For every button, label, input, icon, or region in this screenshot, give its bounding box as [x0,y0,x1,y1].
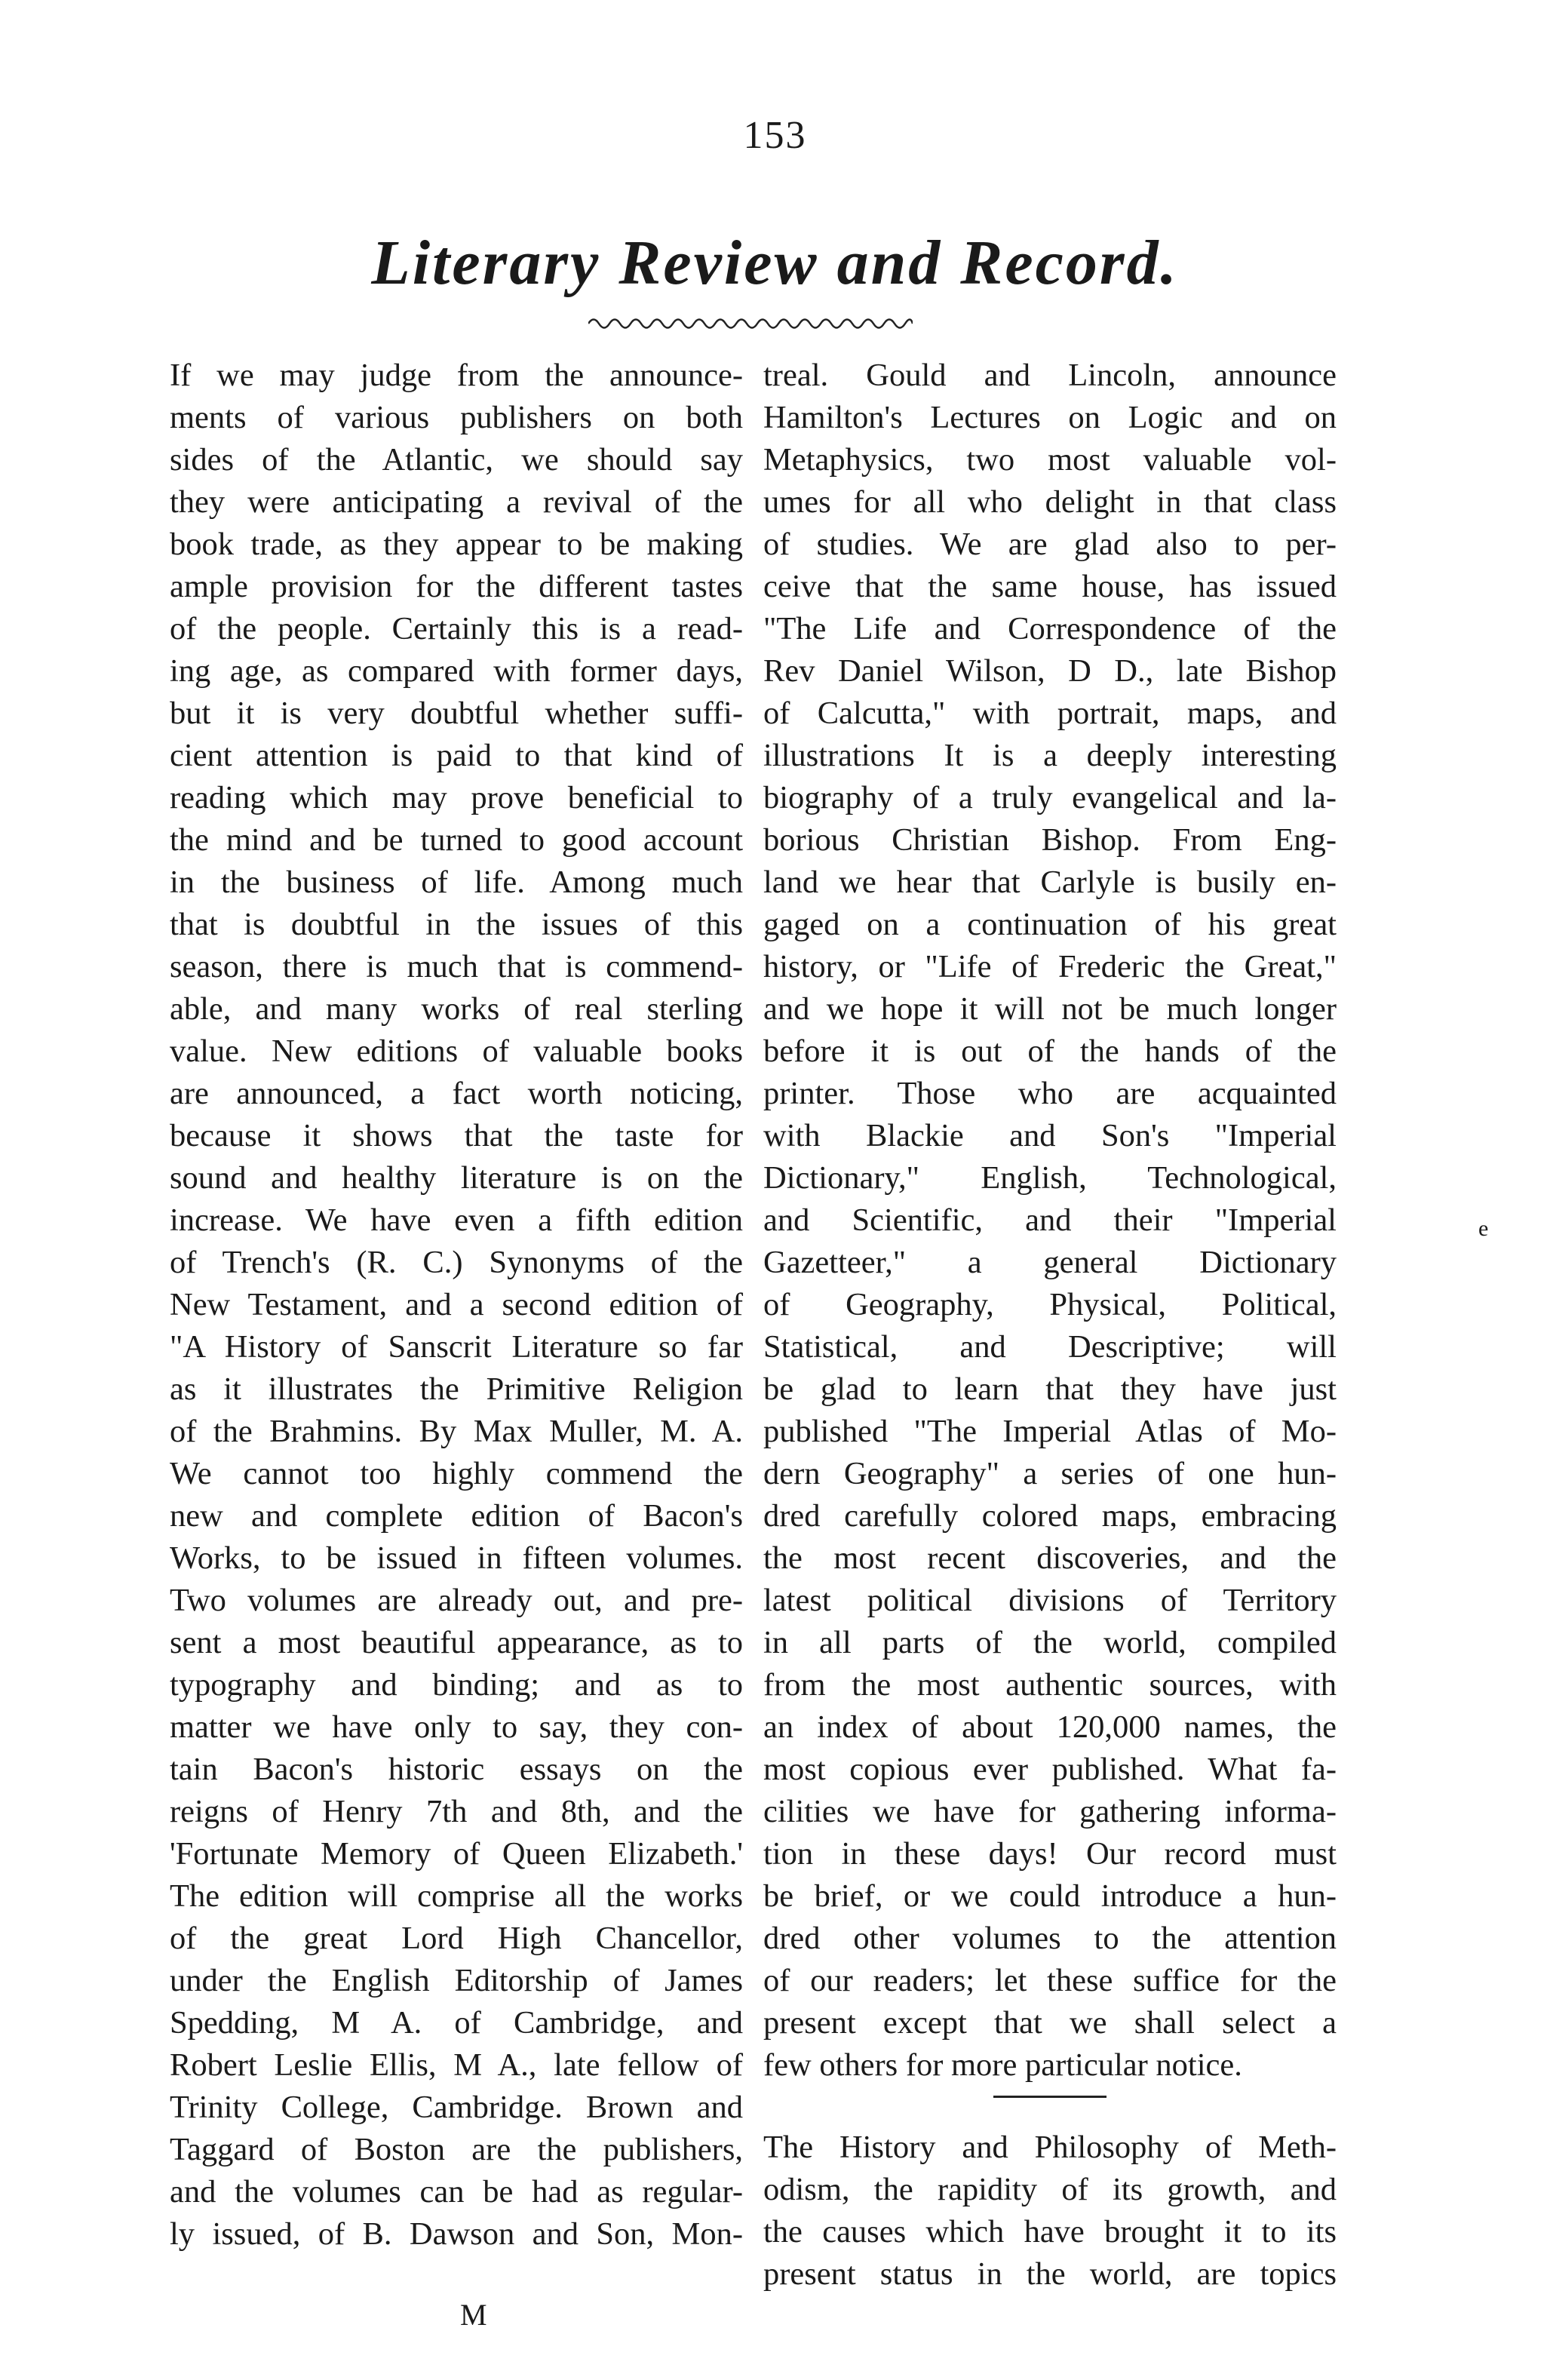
text-line: Dictionary," English, Technological, [763,1160,1337,1196]
text-line: reigns of Henry 7th and 8th, and the [170,1794,743,1829]
text-line: and Scientific, and their "Imperial [763,1202,1337,1238]
text-line: under the English Editorship of James [170,1963,743,1998]
margin-mark: e [1478,1216,1489,1241]
text-line: because it shows that the taste for [170,1118,743,1153]
text-line: sides of the Atlantic, we should say [170,442,743,478]
text-line: be brief, or we could introduce a hun- [763,1878,1337,1914]
text-line: in the business of life. Among much [170,864,743,900]
text-line: as it illustrates the Primitive Religion [170,1371,743,1407]
text-line: of Geography, Physical, Political, [763,1287,1337,1322]
title-flourish [588,315,913,332]
text-line: The edition will comprise all the works [170,1878,743,1914]
text-line: of studies. We are glad also to per- [763,527,1337,562]
text-line: cilities we have for gathering informa- [763,1794,1337,1829]
text-line: New Testament, and a second edition of [170,1287,743,1322]
text-line: the mind and be turned to good account [170,822,743,858]
right-column [763,355,1337,2296]
text-line: If we may judge from the announce- [170,358,743,393]
signature-mark: M [460,2298,488,2332]
text-line: before it is out of the hands of the [763,1033,1337,1069]
text-line: of Trench's (R. C.) Synonyms of the [170,1245,743,1280]
page-title: Literary Review and Record. [371,228,1179,298]
text-line: typography and binding; and as to [170,1667,743,1703]
text-line: sound and healthy literature is on the [170,1160,743,1196]
text-line: Gazetteer," a general Dictionary [763,1245,1337,1280]
text-line: increase. We have even a fifth edition [170,1202,743,1238]
text-line: of the great Lord High Chancellor, [170,1921,743,1956]
text-line: book trade, as they appear to be making [170,527,743,562]
text-line: the most recent discoveries, and the [763,1540,1337,1576]
text-line: "The Life and Correspondence of the [763,611,1337,646]
text-line: matter we have only to say, they con- [170,1709,743,1745]
text-line: The History and Philosophy of Meth- [763,2130,1337,2165]
text-line: cient attention is paid to that kind of [170,738,743,773]
text-line: printer. Those who are acquainted [763,1076,1337,1111]
text-line: are announced, a fact worth noticing, [170,1076,743,1111]
text-line: ample provision for the different tastes [170,569,743,604]
text-line: and the volumes can be had as regular- [170,2174,743,2210]
text-line: able, and many works of real sterling [170,991,743,1027]
text-line: Robert Leslie Ellis, M A., late fellow of [170,2047,743,2083]
text-line: of our readers; let these suffice for the [763,1963,1337,1998]
left-column [170,355,743,2256]
text-line: present except that we shall select a [763,2005,1337,2041]
text-line: of Calcutta," with portrait, maps, and [763,696,1337,731]
text-line: they were anticipating a revival of the [170,484,743,520]
text-line: season, there is much that is commend- [170,949,743,984]
text-line: that is doubtful in the issues of this [170,907,743,942]
text-line: Hamilton's Lectures on Logic and on [763,400,1337,435]
page-number: 153 [743,114,807,157]
text-line: latest political divisions of Territory [763,1583,1337,1618]
text-line: ing age, as compared with former days, [170,653,743,689]
text-line: We cannot too highly commend the [170,1456,743,1491]
text-line: Works, to be issued in fifteen volumes. [170,1540,743,1576]
text-line: borious Christian Bishop. From Eng- [763,822,1337,858]
text-line: ments of various publishers on both [170,400,743,435]
text-line: few others for more particular notice. [763,2047,1242,2083]
text-line: Rev Daniel Wilson, D D., late Bishop [763,653,1337,689]
text-line: umes for all who delight in that class [763,484,1337,520]
text-line: 'Fortunate Memory of Queen Elizabeth.' [170,1836,743,1872]
text-line: Trinity College, Cambridge. Brown and [170,2090,743,2125]
text-line: Two volumes are already out, and pre- [170,1583,743,1618]
text-line: Spedding, M A. of Cambridge, and [170,2005,743,2041]
text-line: Statistical, and Descriptive; will [763,1329,1337,1365]
text-line: from the most authentic sources, with [763,1667,1337,1703]
text-line: dred carefully colored maps, embracing [763,1498,1337,1534]
text-line: the causes which have brought it to its [763,2214,1337,2249]
text-line: illustrations It is a deeply interesting [763,738,1337,773]
text-line: treal. Gould and Lincoln, announce [763,358,1337,393]
text-line: dern Geography" a series of one hun- [763,1456,1337,1491]
text-line: an index of about 120,000 names, the [763,1709,1337,1745]
text-line: ly issued, of B. Dawson and Son, Mon- [170,2216,743,2252]
text-line: biography of a truly evangelical and la- [763,780,1337,815]
text-line: "A History of Sanscrit Literature so far [170,1329,743,1365]
text-line: dred other volumes to the attention [763,1921,1337,1956]
text-line: present status in the world, are topics [763,2256,1337,2292]
text-line: Taggard of Boston are the publishers, [170,2132,743,2167]
text-line: value. New editions of valuable books [170,1033,743,1069]
text-line: be glad to learn that they have just [763,1371,1337,1407]
text-line: Metaphysics, two most valuable vol- [763,442,1337,478]
text-line: new and complete edition of Bacon's [170,1498,743,1534]
text-line: history, or "Life of Frederic the Great," [763,949,1337,984]
text-line: with Blackie and Son's "Imperial [763,1118,1337,1153]
text-line: of the Brahmins. By Max Muller, M. A. [170,1414,743,1449]
text-line: odism, the rapidity of its growth, and [763,2172,1337,2207]
text-line: but it is very doubtful whether suffi- [170,696,743,731]
text-line: reading which may prove beneficial to [170,780,743,815]
text-line: of the people. Certainly this is a read- [170,611,743,646]
text-line: land we hear that Carlyle is busily en- [763,864,1337,900]
text-line: and we hope it will not be much longer [763,991,1337,1027]
text-line: ceive that the same house, has issued [763,569,1337,604]
section-divider [993,2096,1106,2098]
text-line: most copious ever published. What fa- [763,1752,1337,1787]
text-line: in all parts of the world, compiled [763,1625,1337,1660]
text-line: gaged on a continuation of his great [763,907,1337,942]
text-line: published "The Imperial Atlas of Mo- [763,1414,1337,1449]
text-line: tain Bacon's historic essays on the [170,1752,743,1787]
text-line: sent a most beautiful appearance, as to [170,1625,743,1660]
text-line: tion in these days! Our record must [763,1836,1337,1872]
